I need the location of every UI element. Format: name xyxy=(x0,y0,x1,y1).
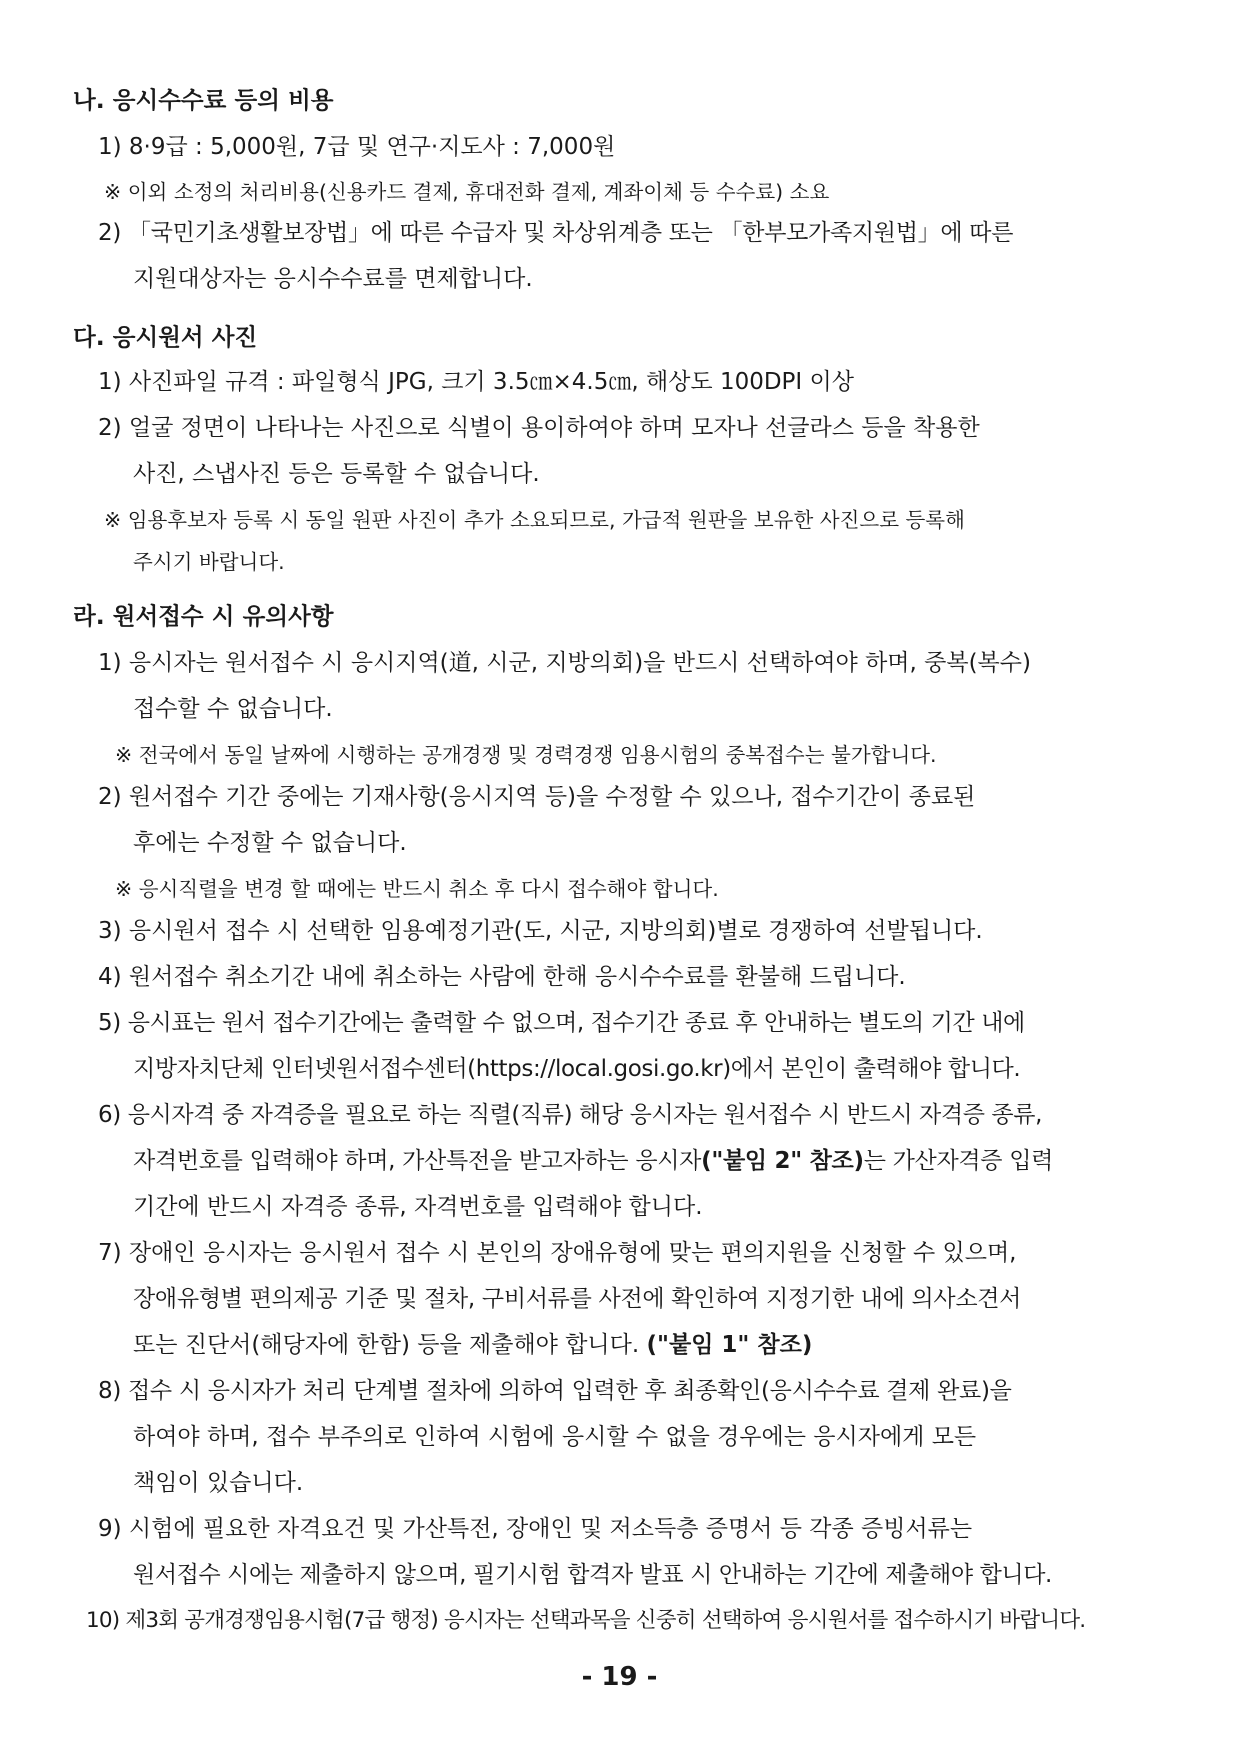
fee-item-2-cont: 지원대상자는 응시수수료를 면제합니다. xyxy=(133,266,533,292)
section-heading-fees: 나. 응시수수료 등의 비용 xyxy=(73,86,334,114)
photo-note-cont: 주시기 바랍니다. xyxy=(133,550,285,574)
fee-note: ※ 이외 소정의 처리비용(신용카드 결제, 휴대전화 결제, 계좌이체 등 수수료) 소요 xyxy=(104,180,830,204)
precaution-item-2-cont: 후에는 수정할 수 없습니다. xyxy=(133,830,407,856)
precaution-item-8: 8) 접수 시 응시자가 처리 단계별 절차에 의하여 입력한 후 최종확인(응시수수료 결제 완료)을 xyxy=(98,1378,1012,1404)
precaution-item-7-cont-2 xyxy=(133,1330,812,1360)
precaution-item-7: 7) 장애인 응시자는 응시원서 접수 시 본인의 장애유형에 맞는 편의지원을 신청할 수 있으며, xyxy=(98,1240,1017,1266)
precaution-item-4: 4) 원서접수 취소기간 내에 취소하는 사람에 한해 응시수수료를 환불해 드립니다. xyxy=(98,964,906,990)
precaution-item-5-cont: 지방자치단체 인터넷원서접수센터(https://local.gosi.go.kr)에서 본인이 출력해야 합니다. xyxy=(133,1056,1021,1082)
precaution-item-9: 9) 시험에 필요한 자격요건 및 가산특전, 장애인 및 저소득층 증명서 등 각종 증빙서류는 xyxy=(98,1516,973,1542)
precaution-item-6-text-end: 는 가산자격증 입력 xyxy=(863,1148,1054,1174)
precaution-item-2: 2) 원서접수 기간 중에는 기재사항(응시지역 등)을 수정할 수 있으나, 접수기간이 종료된 xyxy=(98,784,976,810)
page-number: - 19 - xyxy=(581,1662,658,1692)
precaution-item-9-cont: 원서접수 시에는 제출하지 않으며, 필기시험 합격자 발표 시 안내하는 기간에 제출해야 합니다. xyxy=(133,1562,1052,1588)
precaution-item-6-cont-2: 기간에 반드시 자격증 종류, 자격번호를 입력해야 합니다. xyxy=(133,1194,703,1220)
precaution-item-7-text: 또는 진단서(해당자에 한함) 등을 제출해야 합니다. xyxy=(133,1332,647,1358)
precaution-item-6-text: 자격번호를 입력해야 하며, 가산특전을 받고자하는 응시자 xyxy=(133,1148,702,1174)
precaution-item-1-cont: 접수할 수 없습니다. xyxy=(133,696,333,722)
precaution-item-5: 5) 응시표는 원서 접수기간에는 출력할 수 없으며, 접수기간 종료 후 안내하는 별도의 기간 내에 xyxy=(98,1010,1025,1036)
precaution-item-7-cont: 장애유형별 편의제공 기준 및 절차, 구비서류를 사전에 확인하여 지정기한 내에 의사소견서 xyxy=(133,1286,1022,1312)
attachment-2-reference: ("붙임 2" 참조) xyxy=(701,1148,864,1174)
section-heading-precautions: 라. 원서접수 시 유의사항 xyxy=(73,602,334,630)
photo-note: ※ 임용후보자 등록 시 동일 원판 사진이 추가 소요되므로, 가급적 원판을 보유한 사진으로 등록해 xyxy=(104,508,965,532)
precaution-item-6: 6) 응시자격 중 자격증을 필요로 하는 직렬(직류) 해당 응시자는 원서접수 시 반드시 자격증 종류, xyxy=(98,1102,1042,1128)
precaution-note-2: ※ 응시직렬을 변경 할 때에는 반드시 취소 후 다시 접수해야 합니다. xyxy=(115,877,719,901)
photo-item-2-cont: 사진, 스냅사진 등은 등록할 수 없습니다. xyxy=(133,461,540,487)
precaution-item-3: 3) 응시원서 접수 시 선택한 임용예정기관(도, 시군, 지방의회)별로 경쟁하여 선발됩니다. xyxy=(98,918,983,944)
precaution-item-6-cont xyxy=(133,1146,1053,1176)
precaution-item-8-cont-2: 책임이 있습니다. xyxy=(133,1470,304,1496)
fee-item-2: 2) 「국민기초생활보장법」에 따른 수급자 및 차상위계층 또는 「한부모가족지원법」에 따른 xyxy=(98,220,1014,246)
precaution-item-8-cont: 하여야 하며, 접수 부주의로 인하여 시험에 응시할 수 없을 경우에는 응시자에게 모든 xyxy=(133,1424,977,1450)
precaution-item-10: 10) 제3회 공개경쟁임용시험(7급 행정) 응시자는 선택과목을 신중히 선택하여 응시원서를 접수하시기 바랍니다. xyxy=(86,1608,1086,1633)
fee-item-1: 1) 8·9급 : 5,000원, 7급 및 연구·지도사 : 7,000원 xyxy=(98,134,616,160)
attachment-1-reference: ("붙임 1" 참조) xyxy=(646,1332,813,1358)
precaution-item-1: 1) 응시자는 원서접수 시 응시지역(道, 시군, 지방의회)을 반드시 선택하여야 하며, 중복(복수) xyxy=(98,650,1031,676)
precaution-note-1: ※ 전국에서 동일 날짜에 시행하는 공개경쟁 및 경력경쟁 임용시험의 중복접수는 불가합니다. xyxy=(115,743,937,767)
section-heading-photo: 다. 응시원서 사진 xyxy=(73,323,258,351)
photo-item-2: 2) 얼굴 정면이 나타나는 사진으로 식별이 용이하여야 하며 모자나 선글라스 등을 착용한 xyxy=(98,415,980,441)
photo-item-1: 1) 사진파일 규격 : 파일형식 JPG, 크기 3.5㎝×4.5㎝, 해상도 100DPI 이상 xyxy=(98,369,854,395)
